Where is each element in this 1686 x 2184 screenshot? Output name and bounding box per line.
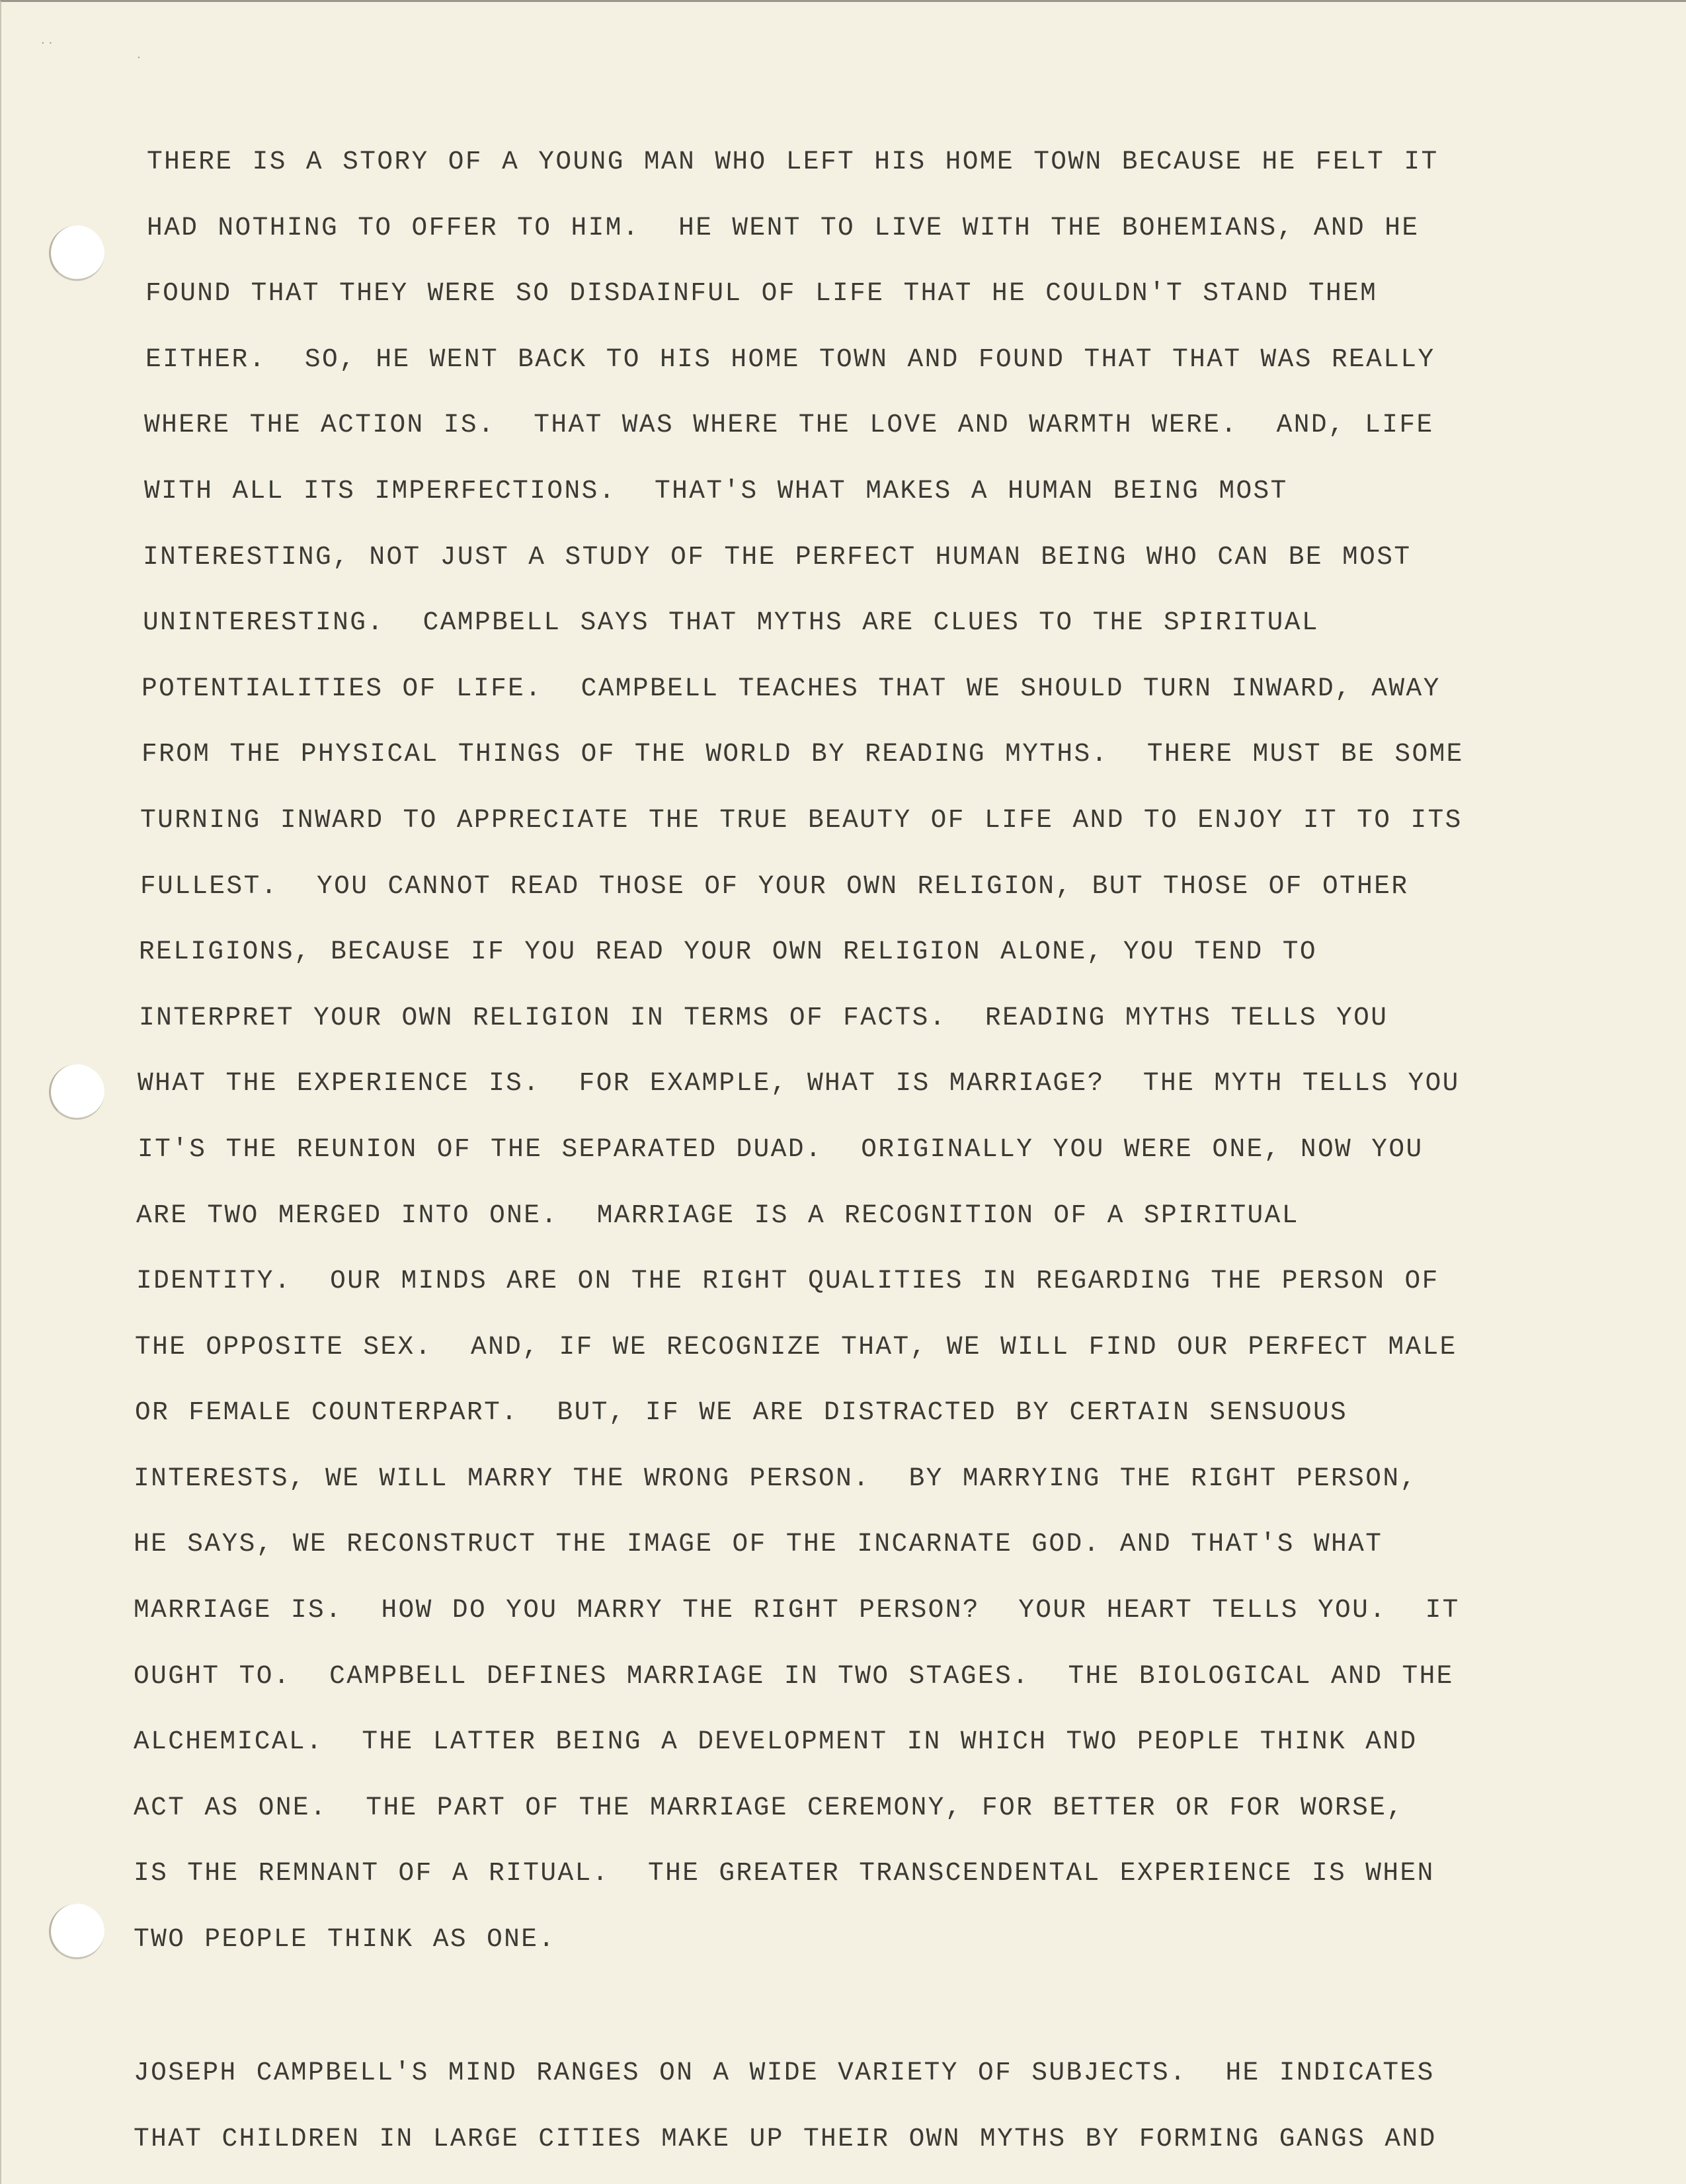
text-line: ALCHEMICAL. THE LATTER BEING A DEVELOPMENT IN WHICH TWO PEOPLE THINK AND [134,1727,1418,1757]
text-line: THERE IS A STORY OF A YOUNG MAN WHO LEFT HIS HOME TOWN BECAUSE HE FELT IT [147,147,1439,176]
text-line: MARRIAGE IS. HOW DO YOU MARRY THE RIGHT PERSON? YOUR HEART TELLS YOU. IT [134,1595,1460,1625]
text-line: WHERE THE ACTION IS. THAT WAS WHERE THE LOVE AND WARMTH WERE. AND, LIFE [144,410,1434,440]
text-line: IT'S THE REUNION OF THE SEPARATED DUAD. ORIGINALLY YOU WERE ONE, NOW YOU [138,1134,1424,1164]
text-line: ARE TWO MERGED INTO ONE. MARRIAGE IS A RECOGNITION OF A SPIRITUAL [136,1200,1299,1230]
text-line: UNINTERESTING. CAMPBELL SAYS THAT MYTHS ARE CLUES TO THE SPIRITUAL [143,607,1319,638]
paragraph-2 [134,2040,1634,2171]
text-line: THAT CHILDREN IN LARGE CITIES MAKE UP THEIR OWN MYTHS BY FORMING GANGS AND [134,2123,1437,2154]
text-line: FULLEST. YOU CANNOT READ THOSE OF YOUR OWN RELIGION, BUT THOSE OF OTHER [140,871,1409,901]
text-line: INTERESTS, WE WILL MARRY THE WRONG PERSON. BY MARRYING THE RIGHT PERSON, [134,1463,1418,1493]
text-line: RELIGIONS, BECAUSE IF YOU READ YOUR OWN RELIGION ALONE, YOU TEND TO [139,937,1317,967]
text-line: HAD NOTHING TO OFFER TO HIM. HE WENT TO LIVE WITH THE BOHEMIANS, AND HE [147,212,1420,243]
text-line: FROM THE PHYSICAL THINGS OF THE WORLD BY READING MYTHS. THERE MUST BE SOME [141,739,1464,769]
binder-hole-bottom [49,1904,104,1959]
text-line: IS THE REMNANT OF A RITUAL. THE GREATER TRANSCENDENTAL EXPERIENCE IS WHEN [134,1858,1435,1889]
text-line: OUGHT TO. CAMPBELL DEFINES MARRIAGE IN TWO STAGES. THE BIOLOGICAL AND THE [134,1660,1454,1691]
text-line: TURNING INWARD TO APPRECIATE THE TRUE BEAUTY OF LIFE AND TO ENJOY IT TO ITS [140,804,1463,835]
text-line: POTENTIALITIES OF LIFE. CAMPBELL TEACHES THAT WE SHOULD TURN INWARD, AWAY [141,673,1441,703]
text-line: ACT AS ONE. THE PART OF THE MARRIAGE CEREMONY, FOR BETTER OR FOR WORSE, [134,1792,1404,1822]
text-line: FOUND THAT THEY WERE SO DISDAINFUL OF LIFE THAT HE COULDN'T STAND THEM [145,278,1378,309]
text-line: JOSEPH CAMPBELL'S MIND RANGES ON A WIDE VARIETY OF SUBJECTS. HE INDICATES [134,2058,1435,2087]
text-line: WHAT THE EXPERIENCE IS. FOR EXAMPLE, WHAT IS MARRIAGE? THE MYTH TELLS YOU [138,1068,1460,1099]
text-line: EITHER. SO, HE WENT BACK TO HIS HOME TOWN AND FOUND THAT THAT WAS REALLY [145,344,1435,374]
binder-hole-middle [49,1064,104,1120]
paper-speck: · · [41,36,53,50]
binder-hole-top [49,225,104,281]
text-line: HE SAYS, WE RECONSTRUCT THE IMAGE OF THE INCARNATE GOD. AND THAT'S WHAT [134,1529,1383,1559]
text-line: THE OPPOSITE SEX. AND, IF WE RECOGNIZE THAT, WE WILL FIND OUR PERFECT MALE [135,1331,1457,1362]
paragraph-1 [134,129,1634,1972]
paper-speck: · [137,51,141,65]
text-line: IDENTITY. OUR MINDS ARE ON THE RIGHT QUALITIES IN REGARDING THE PERSON OF [136,1266,1439,1296]
text-line: OR FEMALE COUNTERPART. BUT, IF WE ARE DISTRACTED BY CERTAIN SENSUOUS [135,1397,1348,1428]
text-line: TWO PEOPLE THINK AS ONE. [134,1924,556,1955]
text-line: WITH ALL ITS IMPERFECTIONS. THAT'S WHAT MAKES A HUMAN BEING MOST [144,475,1288,506]
text-line: INTERESTING, NOT JUST A STUDY OF THE PERFECT HUMAN BEING WHO CAN BE MOST [143,541,1412,572]
text-line: INTERPRET YOUR OWN RELIGION IN TERMS OF FACTS. READING MYTHS TELLS YOU [139,1002,1388,1033]
